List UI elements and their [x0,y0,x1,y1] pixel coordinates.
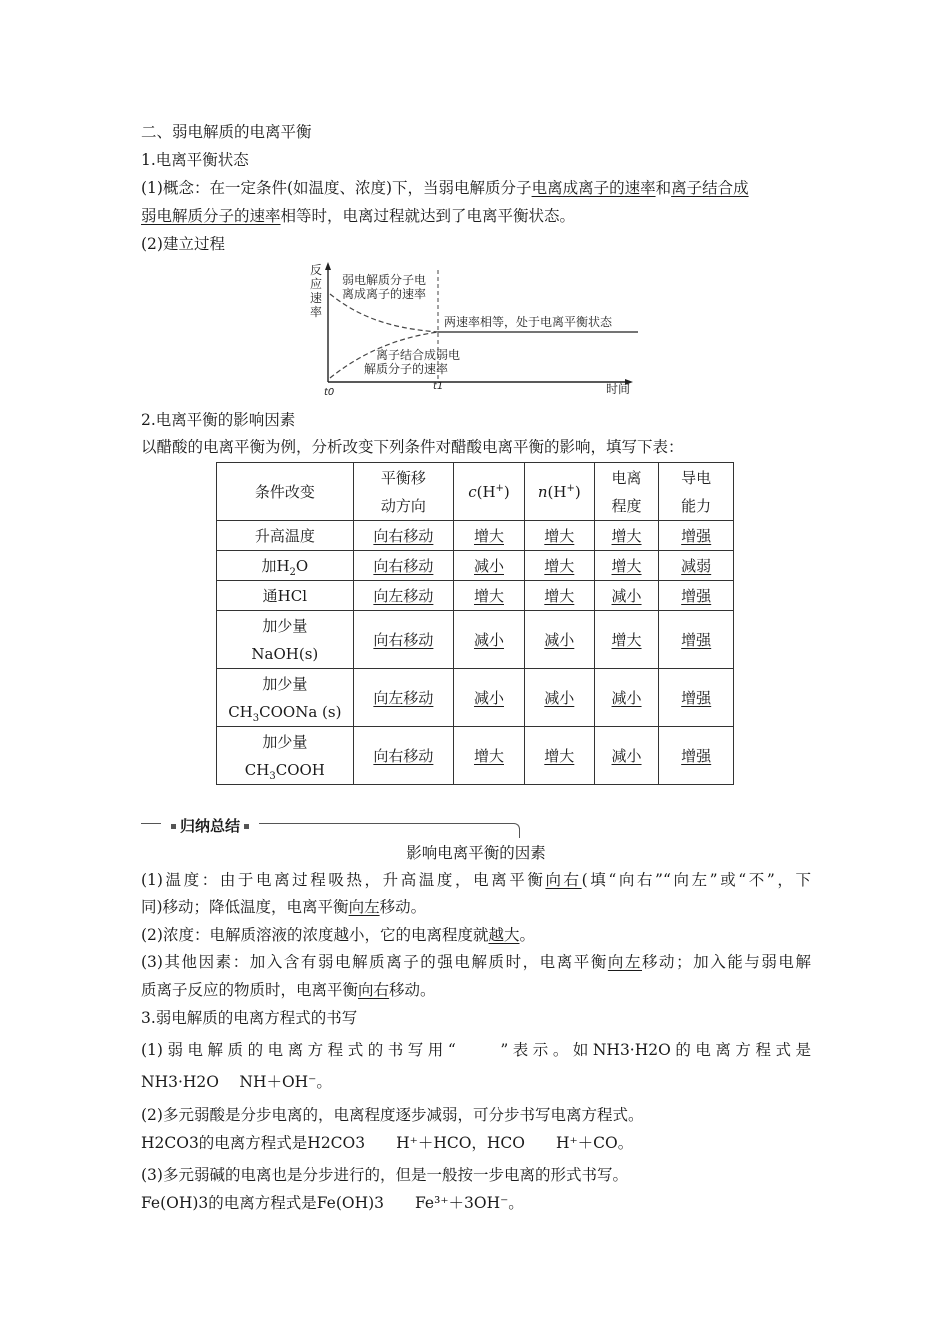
cell-condition: 加少量 NaOH(s) [217,611,354,669]
s3-p2b: H2CO3的电离方程式是H2CO3 H⁺＋HCO，HCO H⁺＋CO。 [141,1134,634,1152]
square-icon [244,824,249,829]
concept-and: 和 [655,179,672,197]
cell-direction: 向右移动 [373,630,434,649]
temp-line-1: (1)温度：由于电离过程吸热，升高温度，电离平衡向右(填“向右”“向左”或“不”，下 [141,871,811,889]
curve1-label-2: 离成离子的速率 [342,287,427,301]
cell-n: 增大 [544,526,575,545]
s1-title: 1.电离平衡状态 [141,151,249,169]
table-row [217,521,734,551]
cell-degree: 增大 [611,556,642,575]
square-icon [171,824,176,829]
y-axis-arrow [325,262,331,270]
other-line-1: (3)其他因素：加入含有弱电解质离子的强电解质时，电离平衡向左移动；加入能与弱电解 [141,953,811,971]
cell-c: 增大 [473,526,504,545]
cell-n: 减小 [544,630,575,649]
cell-conductivity: 增强 [681,586,712,605]
s3-p1b: NH3·H2O NH＋OH⁻。 [141,1073,332,1091]
concept-line-2 [141,205,575,227]
temp-line-2: 同)移动；降低温度，电离平衡向左移动。 [141,898,427,916]
curve2-label-2: 解质分子的速率 [364,362,449,376]
cell-c: 增大 [473,586,504,605]
cell-conductivity: 增强 [681,630,712,649]
cell-c: 减小 [473,630,504,649]
ylabel-1: 反 [310,263,323,277]
section-title: 二、弱电解质的电离平衡 [141,123,312,141]
rate-graph [300,258,645,398]
curve2-label-1: 离子结合成弱电 [376,348,461,362]
cell-conductivity: 增强 [681,526,712,545]
t1-label: t1 [433,381,444,392]
answer-temp-2: 向左 [348,898,380,916]
concept-text-end: 相等时，电离过程就达到了电离平衡状态。 [280,207,576,225]
cell-direction: 向左移动 [373,688,434,707]
table-row [217,581,734,611]
ylabel-2: 应 [310,277,323,291]
table-row [217,727,734,785]
s2-intro: 以醋酸的电离平衡为例，分析改变下列条件对醋酸电离平衡的影响，填写下表： [141,438,684,456]
cell-direction: 向右移动 [373,556,434,575]
cell-c: 减小 [473,688,504,707]
equilibrium-table [216,462,734,785]
cell-condition: 加少量 $CH_3COONa$ (s) [217,669,354,727]
s3-p2a: (2)多元弱酸是分步电离的，电离程度逐步减弱，可分步书写电离方程式。 [141,1106,644,1124]
ylabel-3: 速 [310,291,323,305]
header-condition: 条件改变 [217,463,354,521]
xlabel: 时间 [606,382,631,396]
concept-text: (1)概念：在一定条件(如温度、浓度)下，当弱电解质分子 [141,179,532,197]
answer-other-1: 向左 [607,953,642,971]
s2-title: 2.电离平衡的影响因素 [141,411,296,429]
cell-c: 增大 [473,746,504,765]
answer-conc: 越大 [488,926,520,944]
cell-conductivity: 减弱 [681,556,712,575]
answer-temp-1: 向右 [545,871,582,889]
summary-banner [141,815,521,837]
header-c-h: c(H+) [454,463,525,521]
other-line-2: 质离子反应的物质时，电离平衡向右移动。 [141,981,436,999]
concept-answer-2a: 离子结合成 [671,179,749,197]
concept-answer-2b: 弱电解质分子的速率 [141,207,281,225]
s3-title: 3.弱电解质的电离方程式的书写 [141,1009,358,1027]
summary-tag: 归纳总结 [161,815,259,836]
cell-degree: 减小 [611,688,642,707]
s3-p3b: Fe(OH)3的电离方程式是Fe(OH)3 Fe³⁺＋3OH⁻。 [141,1194,524,1212]
concept-line-1 [141,177,749,199]
curve1-label-1: 弱电解质分子电 [342,273,427,287]
cell-direction: 向左移动 [373,586,434,605]
cell-degree: 减小 [611,586,642,605]
cell-conductivity: 增强 [681,688,712,707]
cell-c: 减小 [473,556,504,575]
header-direction: 平衡移 动方向 [353,463,453,521]
equal-label: 两速率相等，处于电离平衡状态 [444,315,613,329]
s3-p1a: (1)弱电解质的电离方程式的书写用“ ”表示。如NH3·H2O的电离方程式是 [141,1041,811,1059]
cell-conductivity: 增强 [681,746,712,765]
cell-n: 增大 [544,586,575,605]
header-degree: 电离 程度 [594,463,659,521]
cell-degree: 增大 [611,630,642,649]
cell-condition: 通HCl [217,581,354,611]
table-header-row [217,463,734,521]
cell-condition: 加少量 $CH_3COOH$ [217,727,354,785]
table-row [217,611,734,669]
table-row [217,669,734,727]
table-row [217,551,734,581]
ylabel-4: 率 [310,305,323,319]
cell-condition: 加$H_2O$ [217,551,354,581]
cell-direction: 向右移动 [373,746,434,765]
conc-line: (2)浓度：电解质溶液的浓度越小，它的电离程度就越大。 [141,926,535,944]
t0-label: t0 [324,387,335,398]
cell-degree: 增大 [611,526,642,545]
answer-other-2: 向右 [358,981,390,999]
cell-direction: 向右移动 [373,526,434,545]
concept-answer-1: 电离成离子的速率 [531,179,656,197]
cell-degree: 减小 [611,746,642,765]
header-conductivity: 导电 能力 [659,463,734,521]
cell-condition: 升高温度 [217,521,354,551]
cell-n: 增大 [544,556,575,575]
cell-n: 减小 [544,688,575,707]
summary-heading: 影响电离平衡的因素 [406,844,546,862]
cell-n: 增大 [544,746,575,765]
s3-p3a: (3)多元弱碱的电离也是分步进行的，但是一般按一步电离的形式书写。 [141,1166,628,1184]
process-title: (2)建立过程 [141,235,225,253]
header-n-h: n(H+) [524,463,594,521]
